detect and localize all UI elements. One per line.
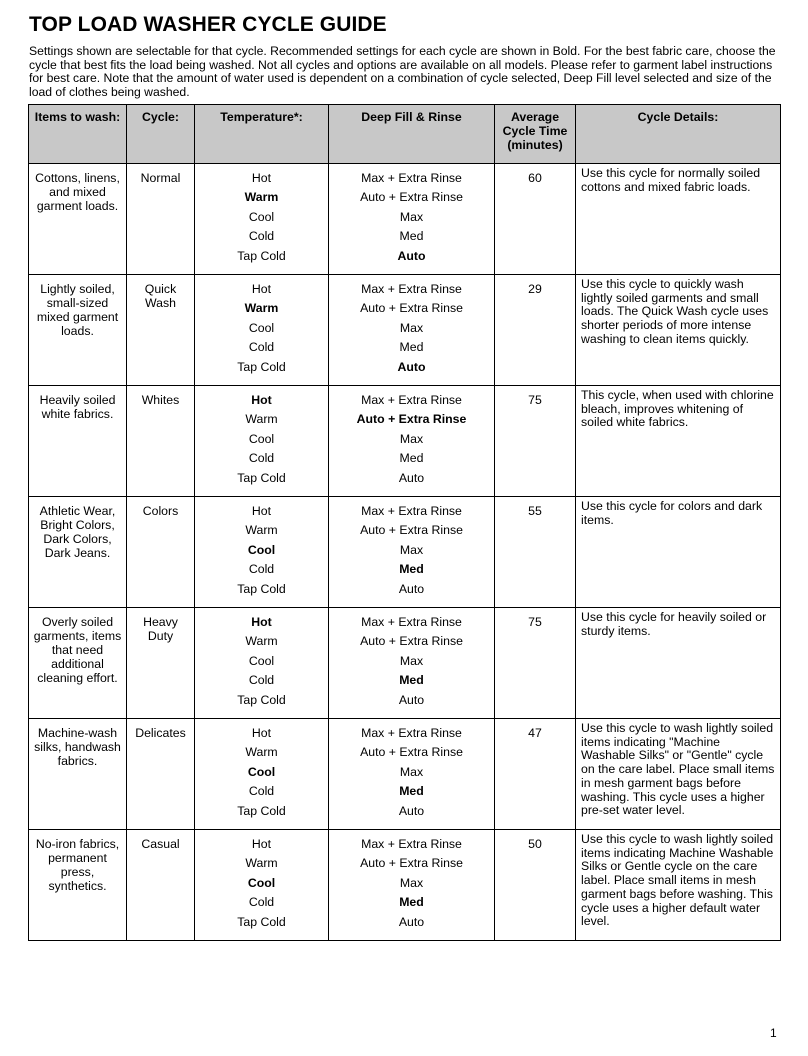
deep-fill-option: Max xyxy=(399,653,424,668)
temperature-option: Hot xyxy=(251,726,272,740)
temperature-option: Tap Cold xyxy=(237,692,286,707)
temperature-option: Warm xyxy=(245,634,278,649)
cycle-cell: Casual xyxy=(127,830,195,941)
deep-fill-option: Max xyxy=(399,764,424,779)
table-body xyxy=(29,164,781,941)
deep-fill-option: Max + Extra Rinse xyxy=(361,726,462,740)
deep-fill-option: Max + Extra Rinse xyxy=(361,504,462,518)
deep-fill-option: Max + Extra Rinse xyxy=(361,171,462,185)
deep-fill-option: Auto + Extra Rinse xyxy=(356,412,467,427)
items-cell: Machine-wash silks, handwash fabrics. xyxy=(29,719,127,830)
temperature-cell xyxy=(195,386,329,497)
avg-cycle-time-cell: 47 xyxy=(495,719,576,830)
deep-fill-option: Med xyxy=(399,784,424,799)
items-cell: No-iron fabrics, permanent press, synthetics. xyxy=(29,830,127,941)
deep-fill-cell xyxy=(329,830,495,941)
deep-fill-option: Med xyxy=(399,340,424,355)
header-cycle: Cycle: xyxy=(127,105,195,164)
temperature-option: Cold xyxy=(248,895,275,910)
deep-fill-cell xyxy=(329,608,495,719)
temperature-cell xyxy=(195,164,329,275)
temperature-cell xyxy=(195,608,329,719)
cycle-guide-table xyxy=(28,104,781,941)
table-row xyxy=(29,830,781,941)
deep-fill-cell xyxy=(329,497,495,608)
temperature-option: Tap Cold xyxy=(237,803,286,818)
deep-fill-option: Max + Extra Rinse xyxy=(361,615,462,629)
temperature-option: Cool xyxy=(248,209,275,224)
deep-fill-option: Max xyxy=(399,209,424,224)
temperature-option: Warm xyxy=(245,412,278,427)
temperature-option: Cold xyxy=(248,673,275,688)
items-cell: Overly soiled garments, items that need additional cleaning effort. xyxy=(29,608,127,719)
temperature-cell xyxy=(195,497,329,608)
deep-fill-option: Auto + Extra Rinse xyxy=(360,634,463,649)
cycle-details-cell: Use this cycle for colors and dark items. xyxy=(576,497,781,608)
deep-fill-option: Auto xyxy=(398,581,425,596)
temperature-option: Cool xyxy=(248,653,275,668)
intro-paragraph: Settings shown are selectable for that cycle. Recommended settings for each cycle are shown in Bold. For the best fabric care, choose the cycle that best fits the load being washed. Not all cycles and options are available on all models. Please refer to garment label instructions for best care. Note that the amount of water used is dependent on a combination of cycle selected, Deep Fill level selected and size of the load of clothes being washed. xyxy=(29,44,776,100)
deep-fill-option: Med xyxy=(399,895,424,910)
cycle-details-cell: Use this cycle to wash lightly soiled items indicating "Machine Washable Silks" or "Gentle" cycle on the care label. Place small items in mesh garment bags before washing. This cycle uses a higher pre-set water level. xyxy=(576,719,781,830)
temperature-option: Hot xyxy=(251,282,272,296)
table-row xyxy=(29,386,781,497)
cycle-details-cell: Use this cycle to quickly wash lightly soiled garments and small loads. The Quick Wash cycle uses shorter periods of more intense washing to clean items quickly. xyxy=(576,275,781,386)
deep-fill-option: Auto + Extra Rinse xyxy=(360,523,463,538)
deep-fill-option: Auto + Extra Rinse xyxy=(360,190,463,205)
header-cycle-details: Cycle Details: xyxy=(576,105,781,164)
deep-fill-option: Med xyxy=(399,673,424,688)
deep-fill-cell xyxy=(329,275,495,386)
temperature-option: Warm xyxy=(244,190,279,205)
avg-cycle-time-cell: 75 xyxy=(495,386,576,497)
temperature-option: Tap Cold xyxy=(237,470,286,485)
items-cell: Athletic Wear, Bright Colors, Dark Colors, Dark Jeans. xyxy=(29,497,127,608)
avg-cycle-time-cell: 50 xyxy=(495,830,576,941)
header-avg-cycle-time: Average Cycle Time (minutes) xyxy=(495,105,576,164)
deep-fill-option: Max xyxy=(399,320,424,335)
header-deep-fill: Deep Fill & Rinse xyxy=(329,105,495,164)
table-row xyxy=(29,164,781,275)
deep-fill-option: Auto xyxy=(398,914,425,929)
temperature-option: Warm xyxy=(245,523,278,538)
table-row xyxy=(29,608,781,719)
cycle-details-cell: Use this cycle for heavily soiled or sturdy items. xyxy=(576,608,781,719)
deep-fill-option: Auto + Extra Rinse xyxy=(360,745,463,760)
deep-fill-option: Max xyxy=(399,542,424,557)
avg-cycle-time-cell: 29 xyxy=(495,275,576,386)
cycle-cell: Delicates xyxy=(127,719,195,830)
items-cell: Lightly soiled, small-sized mixed garment loads. xyxy=(29,275,127,386)
deep-fill-cell xyxy=(329,719,495,830)
temperature-option: Cold xyxy=(248,562,275,577)
header-temperature: Temperature*: xyxy=(195,105,329,164)
temperature-option: Cool xyxy=(247,875,276,890)
temperature-cell xyxy=(195,275,329,386)
temperature-cell xyxy=(195,719,329,830)
temperature-option: Cold xyxy=(248,451,275,466)
deep-fill-option: Auto xyxy=(397,248,426,263)
temperature-option: Hot xyxy=(251,504,272,518)
deep-fill-option: Auto + Extra Rinse xyxy=(360,301,463,316)
cycle-cell: Normal xyxy=(127,164,195,275)
temperature-option: Tap Cold xyxy=(237,248,286,263)
deep-fill-option: Med xyxy=(399,562,424,577)
temperature-option: Cool xyxy=(248,320,275,335)
temperature-option: Tap Cold xyxy=(237,581,286,596)
temperature-option: Tap Cold xyxy=(237,914,286,929)
temperature-option: Cold xyxy=(248,784,275,799)
cycle-cell: Whites xyxy=(127,386,195,497)
cycle-cell: Quick Wash xyxy=(127,275,195,386)
temperature-option: Warm xyxy=(244,301,279,316)
deep-fill-option: Med xyxy=(399,451,424,466)
temperature-option: Tap Cold xyxy=(237,359,286,374)
temperature-option: Warm xyxy=(245,745,278,760)
page-number: 1 xyxy=(770,1026,777,1040)
deep-fill-option: Auto xyxy=(398,470,425,485)
temperature-option: Cool xyxy=(247,542,276,557)
temperature-option: Warm xyxy=(245,856,278,871)
deep-fill-option: Auto + Extra Rinse xyxy=(360,856,463,871)
temperature-option: Cold xyxy=(248,340,275,355)
header-items: Items to wash: xyxy=(29,105,127,164)
deep-fill-option: Max xyxy=(399,875,424,890)
page-title: TOP LOAD WASHER CYCLE GUIDE xyxy=(29,13,387,36)
deep-fill-option: Max xyxy=(399,431,424,446)
temperature-option: Hot xyxy=(251,171,272,185)
avg-cycle-time-cell: 75 xyxy=(495,608,576,719)
cycle-cell: Heavy Duty xyxy=(127,608,195,719)
header-row xyxy=(29,105,781,164)
temperature-option: Cool xyxy=(248,431,275,446)
avg-cycle-time-cell: 60 xyxy=(495,164,576,275)
deep-fill-option: Max + Extra Rinse xyxy=(361,837,462,851)
deep-fill-option: Med xyxy=(399,229,424,244)
cycle-details-cell: Use this cycle to wash lightly soiled items indicating Machine Washable Silks or Gentle cycle on the care label. Place small items in mesh garment bags before washing. This cycle uses a higher default water level. xyxy=(576,830,781,941)
temperature-option: Cool xyxy=(247,764,276,779)
cycle-cell: Colors xyxy=(127,497,195,608)
deep-fill-option: Auto xyxy=(397,359,426,374)
cycle-details-cell: This cycle, when used with chlorine bleach, improves whitening of soiled white fabrics. xyxy=(576,386,781,497)
deep-fill-option: Max + Extra Rinse xyxy=(361,282,462,296)
items-cell: Heavily soiled white fabrics. xyxy=(29,386,127,497)
cycle-details-cell: Use this cycle for normally soiled cottons and mixed fabric loads. xyxy=(576,164,781,275)
temperature-option: Cold xyxy=(248,229,275,244)
table-row xyxy=(29,275,781,386)
deep-fill-cell xyxy=(329,386,495,497)
temperature-option: Hot xyxy=(251,837,272,851)
temperature-option: Hot xyxy=(251,393,272,407)
deep-fill-option: Auto xyxy=(398,803,425,818)
avg-cycle-time-cell: 55 xyxy=(495,497,576,608)
deep-fill-option: Max + Extra Rinse xyxy=(361,393,462,407)
deep-fill-option: Auto xyxy=(398,692,425,707)
temperature-option: Hot xyxy=(251,615,272,629)
deep-fill-cell xyxy=(329,164,495,275)
table-row xyxy=(29,497,781,608)
temperature-cell xyxy=(195,830,329,941)
table-row xyxy=(29,719,781,830)
items-cell: Cottons, linens, and mixed garment loads. xyxy=(29,164,127,275)
